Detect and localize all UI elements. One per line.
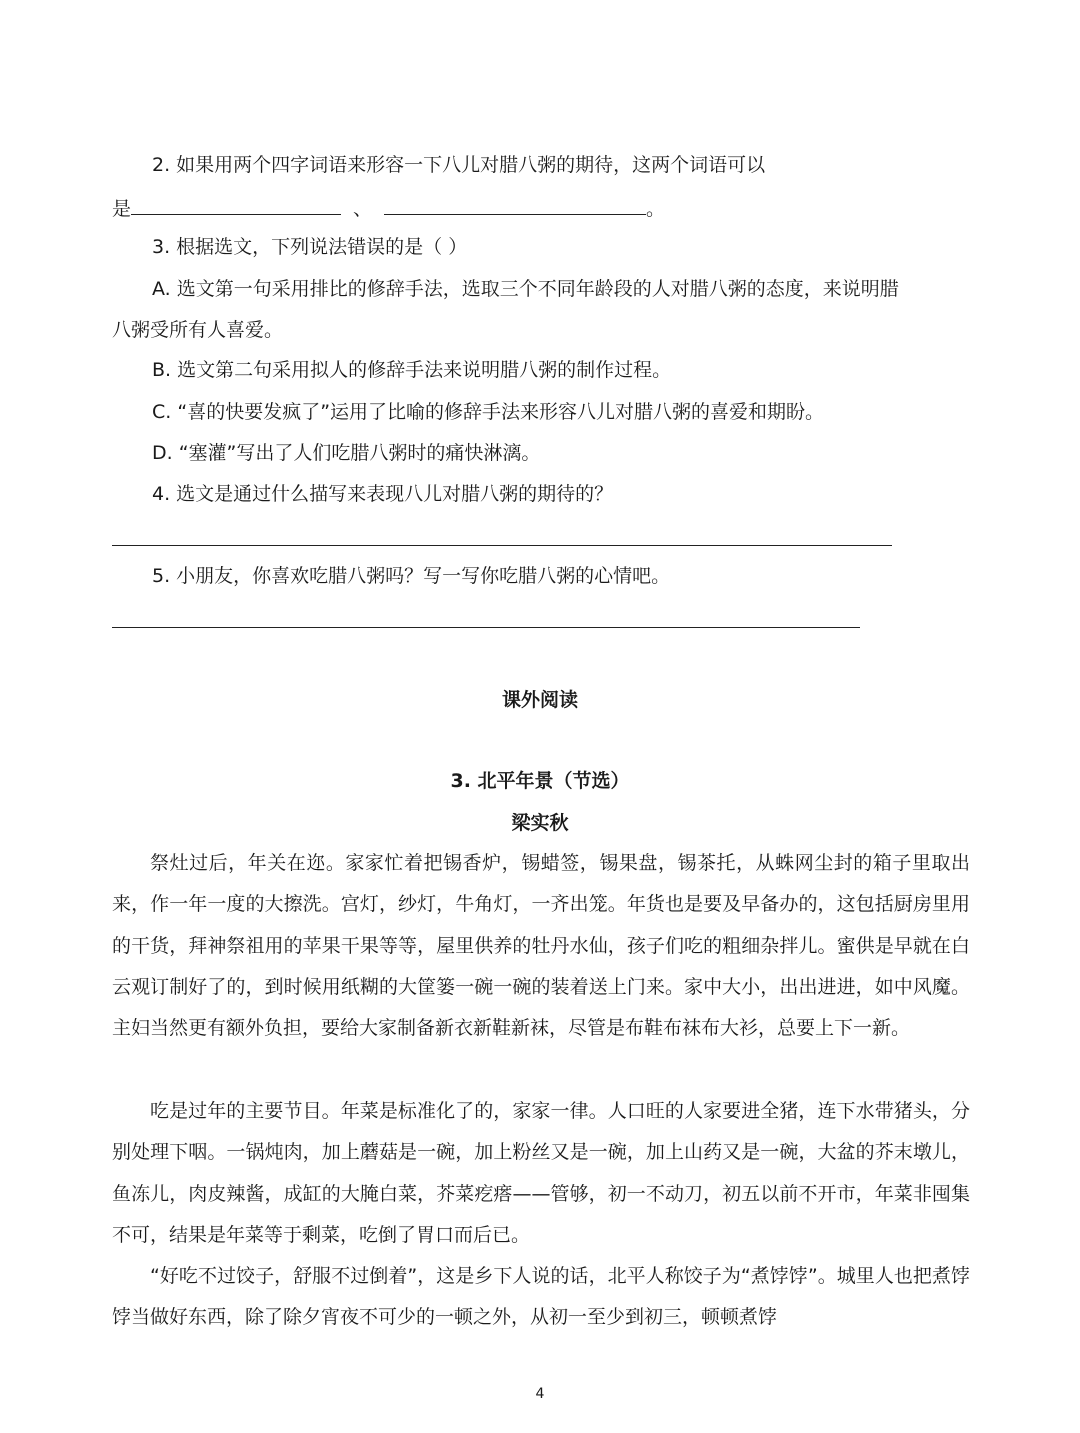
page-number: 4	[535, 1386, 545, 1402]
option-a-line-2: 八粥受所有人喜爱。	[112, 319, 284, 341]
question-2-lead: 是	[112, 198, 132, 220]
article-paragraph-1: 祭灶过后，年关在迩。家家忙着把锡香炉，锡蜡签，锡果盘，锡茶托，从蛛网尘封的箱子里取出来，作一年一度的大擦洗。宫灯，纱灯，牛角灯，一齐出笼。年货也是要及早备办的，这包括厨房里用的干货，拜神祭祖用的苹果干果等等，屋里供养的牡丹水仙，孩子们吃的粗细杂拌儿。蜜供是早就在白云观订制好了的，到时候用纸糊的大筐篓一碗一碗的装着送上门来。家中大小，出出进进，如中风魔。主妇当然更有额外负担，要给大家制备新衣新鞋新袜，尽管是布鞋布袜布大衫，总要上下一新。	[112, 852, 970, 1040]
question-2-answer-line	[112, 196, 665, 221]
question-5-answer-line[interactable]	[112, 627, 860, 628]
question-5-text: 5. 小朋友，你喜欢吃腊八粥吗？写一写你吃腊八粥的心情吧。	[152, 565, 671, 587]
question-2-text: 2. 如果用两个四字词语来形容一下八儿对腊八粥的期待，这两个词语可以	[152, 154, 766, 176]
option-c: C. “喜的快要发疯了”运用了比喻的修辞手法来形容八儿对腊八粥的喜爱和期盼。	[152, 401, 825, 423]
question-3-text: 3. 根据选文，下列说法错误的是（ ）	[152, 236, 468, 258]
answer-blank-2[interactable]	[384, 196, 646, 215]
question-4-answer-line[interactable]	[112, 545, 892, 546]
option-d: D. “塞灌”写出了人们吃腊八粥时的痛快淋漓。	[152, 442, 541, 464]
article-author: 梁实秋	[511, 812, 569, 834]
option-b: B. 选文第二句采用拟人的修辞手法来说明腊八粥的制作过程。	[152, 359, 672, 381]
article-paragraph-3: “好吃不过饺子，舒服不过倒着”，这是乡下人说的话，北平人称饺子为“煮饽饽”。城里人也把煮饽饽当做好东西，除了除夕宵夜不可少的一顿之外，从初一至少到初三，顿顿煮饽	[112, 1265, 970, 1329]
question-2-separator: 、	[353, 198, 373, 220]
section-title: 课外阅读	[501, 689, 578, 711]
question-4-text: 4. 选文是通过什么描写来表现八儿对腊八粥的期待的？	[152, 483, 614, 505]
answer-blank-1[interactable]	[131, 196, 341, 215]
article-paragraph-2: 吃是过年的主要节目。年菜是标准化了的，家家一律。人口旺的人家要进全猪，连下水带猪头，分别处理下咽。一锅炖肉，加上蘑菇是一碗，加上粉丝又是一碗，加上山药又是一碗，大盆的芥末墩儿，鱼冻儿，肉皮辣酱，成缸的大腌白菜，芥菜疙瘩——管够，初一不动刀，初五以前不开市，年菜非囤集不可，结果是年菜等于剩菜，吃倒了胃口而后已。	[112, 1100, 970, 1246]
option-a-line-1: A. 选文第一句采用排比的修辞手法，选取三个不同年龄段的人对腊八粥的态度，来说明腊	[152, 278, 899, 300]
article-title: 3. 北平年景（节选）	[450, 770, 630, 792]
question-2-end: 。	[646, 198, 666, 220]
